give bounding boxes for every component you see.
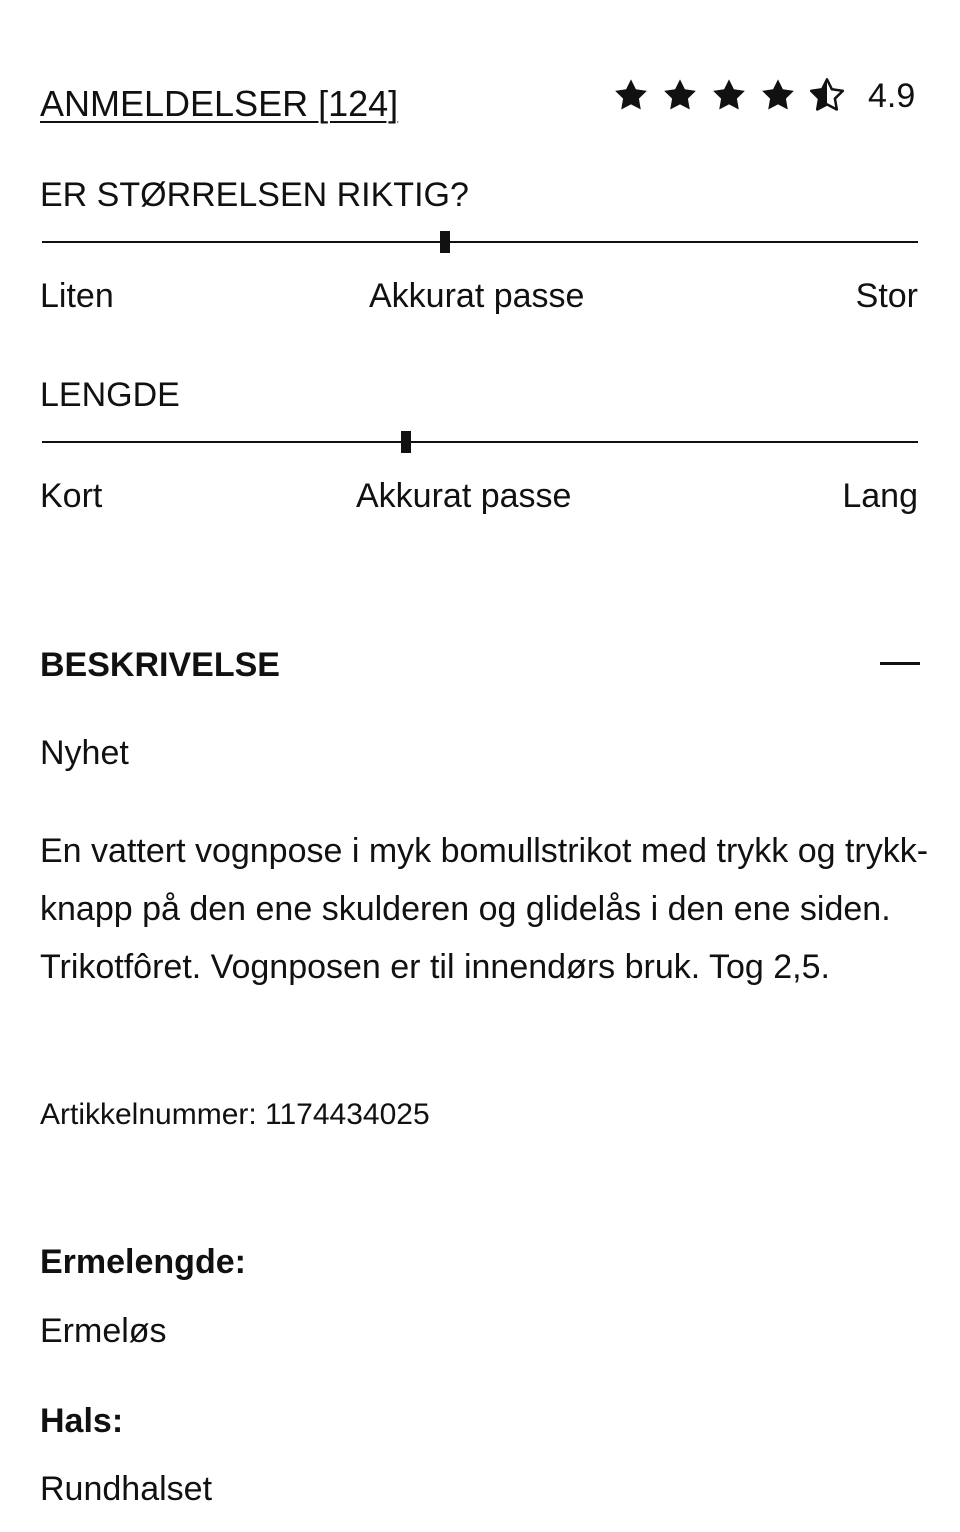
reviews-link[interactable]: ANMELDELSER [124] <box>40 83 399 124</box>
description-text: En vattert vognpose i myk bomullstrikot med trykk og trykk-knapp på den ene skulderen og glidelås i den ene siden. Trikotfôret. Vognposen er til innendørs bruk. Tog 2,5. <box>40 832 929 986</box>
size-fit-marker <box>440 231 450 253</box>
star-full-icon <box>661 77 699 115</box>
new-tag: Nyhet <box>40 734 129 772</box>
star-half-icon <box>808 77 846 115</box>
size-label-fits: Akkurat passe <box>369 277 585 315</box>
neckline-label: Hals: <box>40 1402 124 1440</box>
sleeve-length-value: Ermeløs <box>40 1312 167 1350</box>
length-label-fits: Akkurat passe <box>356 477 572 515</box>
length-fit-track <box>42 441 918 443</box>
size-fit-question: ER STØRRELSEN RIKTIG? <box>40 176 469 214</box>
neckline-value: Rundhalset <box>40 1470 213 1508</box>
article-number: Artikkelnummer: 1174434025 <box>40 1098 430 1131</box>
length-label-long: Lang <box>842 477 918 515</box>
length-fit-marker <box>401 431 411 453</box>
size-label-small: Liten <box>40 277 114 315</box>
length-fit-question: LENGDE <box>40 376 180 414</box>
star-full-icon <box>710 77 748 115</box>
length-label-short: Kort <box>40 477 103 515</box>
star-full-icon <box>612 77 650 115</box>
minus-icon <box>880 662 920 665</box>
size-label-large: Stor <box>855 277 918 315</box>
sleeve-length-label: Ermelengde: <box>40 1243 246 1281</box>
description-heading[interactable]: BESKRIVELSE <box>40 646 280 684</box>
star-full-icon <box>759 77 797 115</box>
star-rating[interactable] <box>612 76 857 116</box>
size-fit-track <box>42 241 918 243</box>
collapse-button[interactable] <box>870 645 930 685</box>
rating-value: 4.9 <box>868 77 916 115</box>
